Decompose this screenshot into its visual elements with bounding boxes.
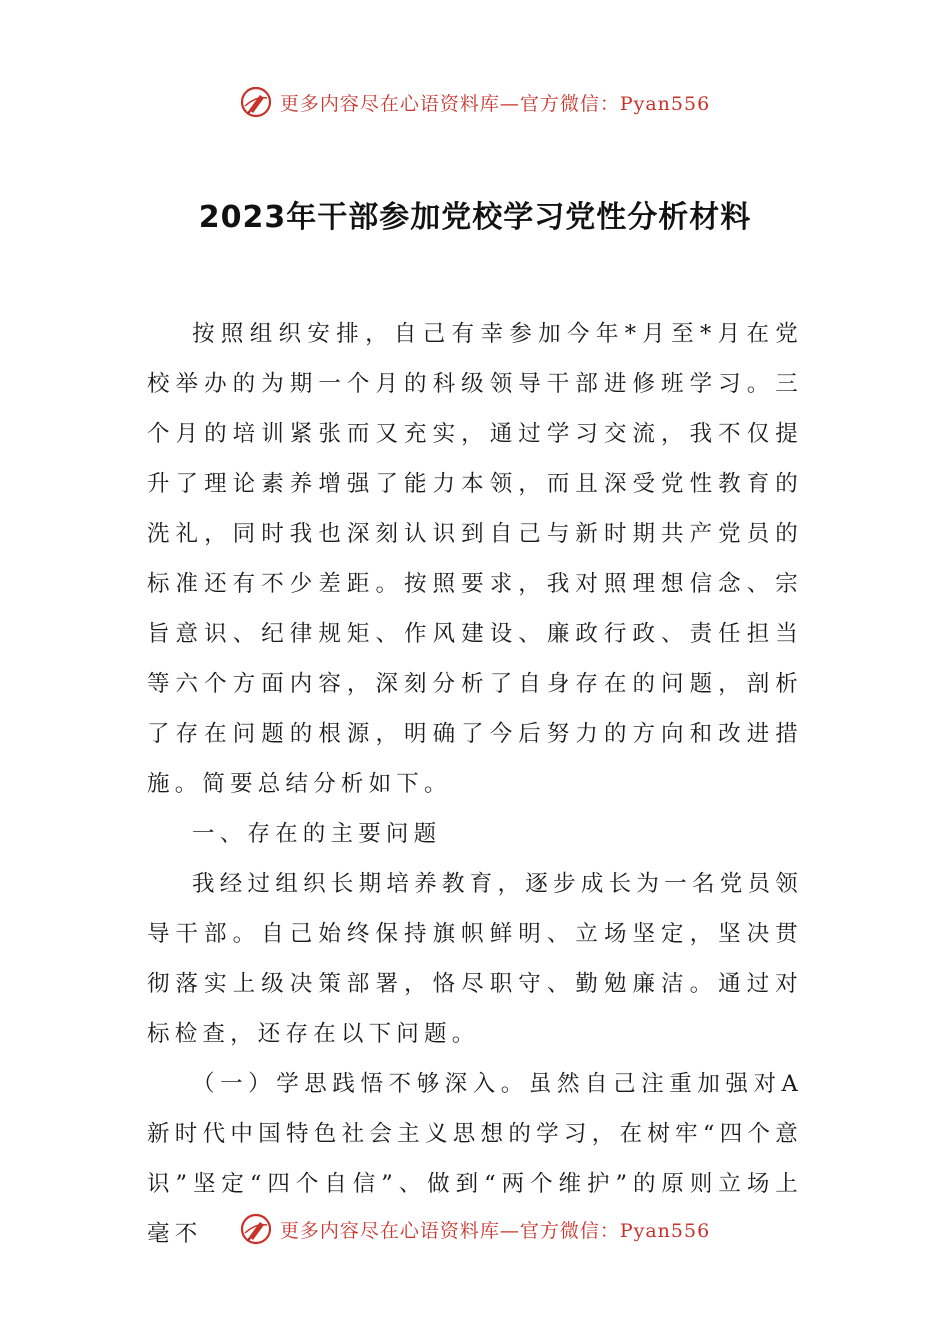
watermark-text: 更多内容尽在心语资料库—官方微信：Pyan556 [279,92,711,115]
watermark-text: 更多内容尽在心语资料库—官方微信：Pyan556 [279,1219,711,1242]
body-paragraph: 我经过组织长期培养教育，逐步成长为一名党员领导干部。自己始终保持旗帜鲜明、立场坚定，坚决贯彻落实上级决策部署，恪尽职守、勤勉廉洁。通过对标检查，还存在以下问题。 [147,871,803,1047]
pen-logo-icon [240,1213,272,1245]
subsection-paragraph: （一）学思践悟不够深入。虽然自己注重加强对A新时代中国特色社会主义思想的学习，在树牢“四个意识”坚定“四个自信”、做到“两个维护”的原则立场上毫不 [147,1071,803,1247]
footer-watermark [0,1209,950,1249]
intro-paragraph: 按照组织安排，自己有幸参加今年*月至*月在党校举办的为期一个月的科级领导干部进修班学习。三个月的培训紧张而又充实，通过学习交流，我不仅提升了理论素养增强了能力本领，而且深受党性教育的洗礼，同时我也深刻认识到自己与新时期共产党员的标准还有不少差距。按照要求，我对照理想信念、宗旨意识、纪律规矩、作风建设、廉政行政、责任担当等六个方面内容，深刻分析了自身存在的问题，剖析了存在问题的根源，明确了今后努力的方向和改进措施。简要总结分析如下。 [147,321,803,797]
document-body [147,309,803,1259]
pen-logo-icon [240,86,272,118]
document-title: 2023年干部参加党校学习党性分析材料 [198,200,752,236]
section-heading: 一、存在的主要问题 [192,821,442,847]
header-watermark [0,82,950,122]
